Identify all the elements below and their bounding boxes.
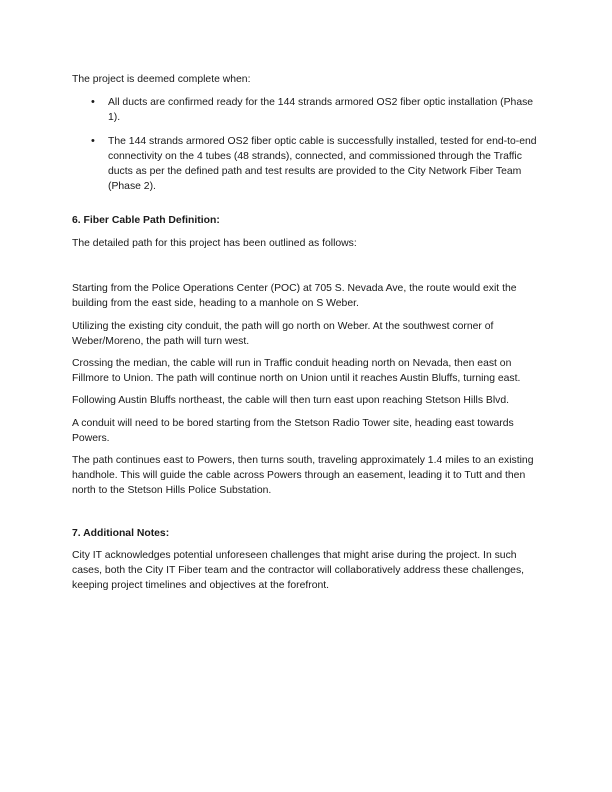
- list-item: • All ducts are confirmed ready for the 144 strands armored OS2 fiber optic installation (Phase 1).: [72, 95, 540, 125]
- path-paragraph: Crossing the median, the cable will run in Traffic conduit heading north on Nevada, then east on Fillmore to Union. The path will continue north on Union until it reaches Austin Bluffs, turning east.: [72, 358, 521, 384]
- path-paragraph: Following Austin Bluffs northeast, the cable will then turn east upon reaching Stetson Hills Blvd.: [72, 395, 510, 406]
- completion-criteria-list: [72, 95, 540, 194]
- path-paragraph: A conduit will need to be bored starting from the Stetson Radio Tower site, heading east towards Powers.: [72, 418, 514, 444]
- section-6-heading: 6. Fiber Cable Path Definition:: [72, 215, 220, 226]
- path-paragraph: Starting from the Police Operations Center (POC) at 705 S. Nevada Ave, the route would exit the building from the east side, heading to a manhole on S Weber.: [72, 283, 517, 309]
- section-6-intro: The detailed path for this project has been outlined as follows:: [72, 238, 357, 249]
- path-paragraph: Utilizing the existing city conduit, the path will go north on Weber. At the southwest corner of Weber/Moreno, the path will turn west.: [72, 321, 494, 347]
- list-item: • The 144 strands armored OS2 fiber optic cable is successfully installed, tested for end-to-end connectivity on the 4 tubes (48 strands), connected, and commissioned through the Traffic ducts as per the defined path and test results are provided to the City Network Fiber Team (Phase 2).: [72, 134, 540, 194]
- notes-paragraph: City IT acknowledges potential unforeseen challenges that might arise during the project. In such cases, both the City IT Fiber team and the contractor will collaboratively address these challenges, keeping project timelines and objectives at the forefront.: [72, 550, 525, 591]
- completion-intro: The project is deemed complete when:: [72, 74, 251, 85]
- section-7-heading: 7. Additional Notes:: [72, 528, 170, 539]
- path-paragraph: The path continues east to Powers, then turns south, traveling approximately 1.4 miles to an existing handhole. This will guide the cable across Powers through an easement, leading it to Tutt and then north to the Stetson Hills Police Substation.: [72, 455, 534, 496]
